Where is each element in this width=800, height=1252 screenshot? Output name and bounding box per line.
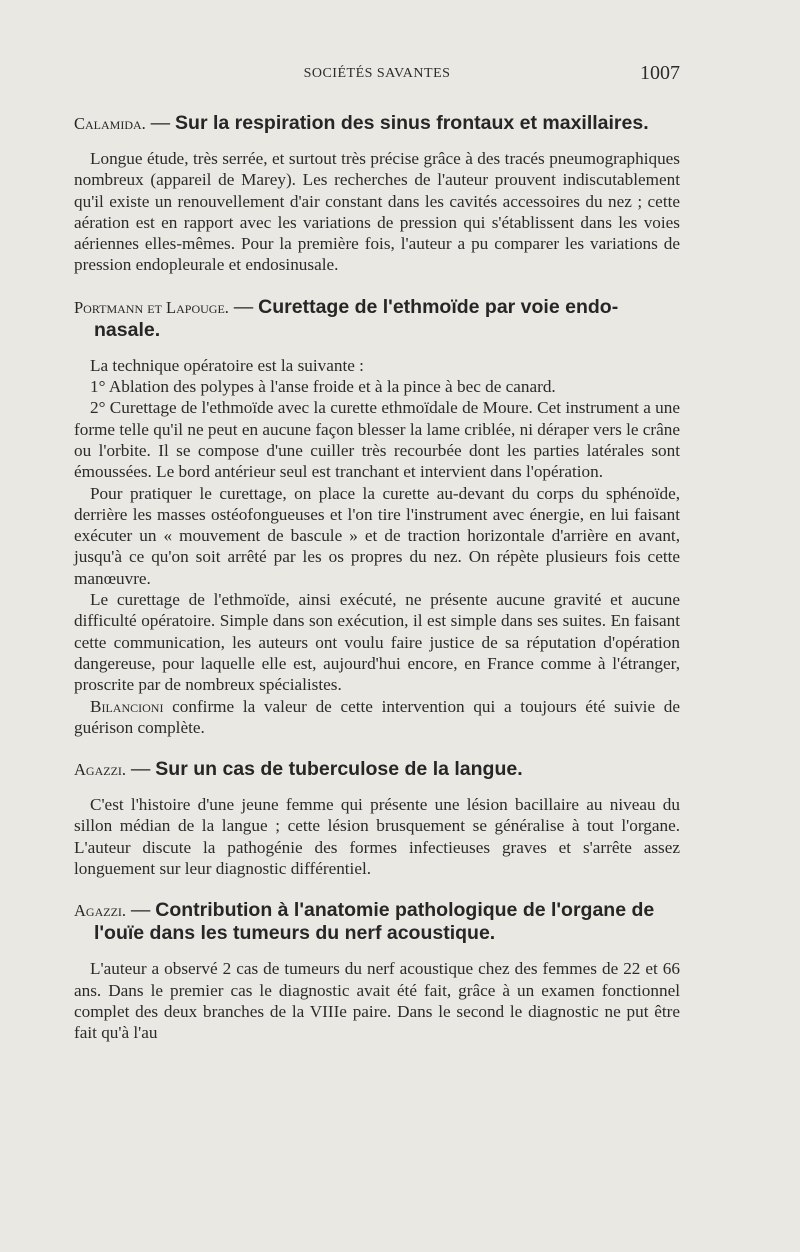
article-agazzi-tuberculose [74, 758, 680, 879]
article-heading [74, 899, 680, 945]
paragraph: C'est l'histoire d'une jeune femme qui présente une lésion bacillaire au niveau du sillon médian de la langue ; cette lésion brusquement se généralise à tout l'organe. L'auteur discute la pathogénie des formes infectieuses graves et s'arrête assez longuement sur leur diagnostic différentiel. [74, 795, 680, 879]
article-heading [74, 758, 680, 781]
article-title: Contribution à l'anatomie pathologique de l'organe de l'ouïe dans les tumeurs du nerf acoustique. [94, 899, 655, 945]
paragraph: L'auteur a observé 2 cas de tumeurs du nerf acoustique chez des femmes de 22 et 66 ans. Dans le premier cas le diagnostic avait été fait, grâce à un examen fonctionnel complet des deux branches de la VIIIe paire. Dans le second le diagnostic ne put être fait qu'à l'au [74, 959, 680, 1043]
heading-dash: — [233, 295, 254, 318]
article-title: Sur un cas de tuberculose de la langue. [155, 758, 523, 781]
heading-dash: — [150, 112, 171, 134]
paragraph: Le curettage de l'ethmoïde, ainsi exécuté, ne présente aucune gravité et aucune difficulté opératoire. Simple dans son exécution, il est simple dans ses suites. En faisant cette communication, les auteurs ont voulu faire justice de sa réputation d'opération dangereuse, pour laquelle elle est, aujourd'hui encore, en France comme à l'étranger, proscrite par de nombreux spécialistes. [74, 590, 680, 695]
page-number: 1007 [640, 62, 680, 84]
page-content [74, 112, 680, 1064]
paragraph: La technique opératoire est la suivante : [90, 355, 364, 375]
article-author: Portmann et Lapouge. [74, 297, 229, 317]
article-agazzi-acoustique [74, 899, 680, 1043]
paragraph: 2° Curettage de l'ethmoïde avec la curette ethmoïdale de Moure. Cet instrument a une forme telle qu'il ne peut en aucune façon blesser la lame criblée, ni déraper vers le crâne ou l'orbite. Il se compose d'une cuiller très recourbée dont les parties latérales sont émoussées. Le bord antérieur seul est tranchant et intervient dans l'opération. [74, 398, 680, 482]
article-title: Sur la respiration des sinus frontaux et maxillaires. [175, 112, 649, 134]
running-head: SOCIÉTÉS SAVANTES [303, 66, 451, 81]
paragraph: 1° Ablation des polypes à l'anse froide et à la pince à bec de canard. [90, 377, 556, 397]
article-heading [74, 112, 680, 135]
article-heading [74, 296, 680, 342]
heading-dash: — [130, 758, 151, 781]
article-author: Agazzi. [74, 901, 127, 921]
article-portmann-lapouge [74, 296, 680, 738]
inline-author: Bilancioni [90, 696, 164, 716]
article-title: Curettage de l'ethmoïde par voie endo-nasale. [94, 295, 619, 341]
article-author: Agazzi. [74, 760, 127, 780]
article-author: Calamida. [74, 114, 146, 133]
paragraph: Pour pratiquer le curettage, on place la curette au-devant du corps du sphénoïde, derrière les masses ostéofongueuses et l'on tire l'instrument avec énergie, en lui faisant exécuter un « mouvement de bascule » et de traction horizontale d'arrière en avant, jusqu'à ce qu'on soit arrêté par les os propres du nez. On répète plusieurs fois cette manœuvre. [74, 483, 680, 588]
closing-paragraph [74, 696, 680, 739]
page-header [74, 62, 680, 90]
heading-dash: — [130, 899, 151, 922]
article-calamida [74, 112, 680, 276]
paragraph: Longue étude, très serrée, et surtout très précise grâce à des tracés pneumographiques nombreux (appareil de Marey). Les recherches de l'auteur prouvent indiscutablement qu'il existe un renouvellement d'air constant dans les cavités accessoires du nez ; cette aération est en rapport avec les variations de pression qui s'établissent dans les voies aériennes elles-mêmes. Pour la première fois, l'auteur a pu comparer les variations de pression endopleurale et endosinusale. [74, 149, 680, 275]
closing-text: confirme la valeur de cette intervention qui a toujours été suivie de guérison complète. [74, 696, 680, 737]
